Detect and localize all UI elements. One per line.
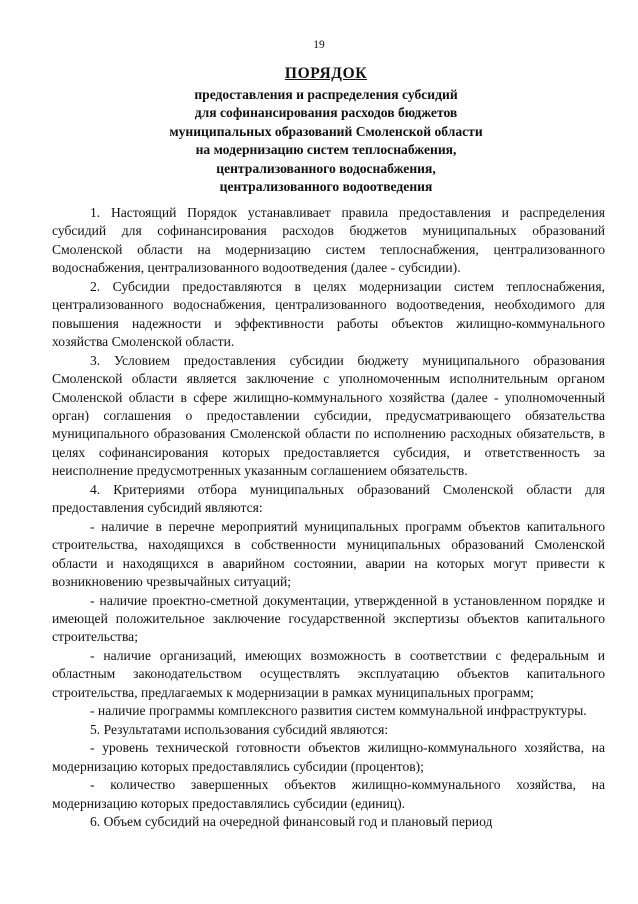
list-item: - наличие программы комплексного развития систем коммунальной инфраструктуры. [90, 703, 587, 719]
heading-line: предоставления и распределения субсидий [194, 87, 458, 102]
heading-line: муниципальных образований Смоленской области [169, 123, 483, 139]
heading-line: централизованного водоотведения [219, 179, 433, 195]
heading-line: на модернизацию систем теплоснабжения, [195, 142, 457, 158]
document-body [52, 204, 605, 831]
paragraph-6: 6. Объем субсидий на очередной финансовый год и плановый период [90, 813, 493, 829]
page-number: 19 [313, 39, 325, 51]
document-heading [40, 64, 612, 196]
paragraph-4: 4. Критериями отбора муниципальных образований Смоленской области для предоставления субсидий являются: [52, 481, 605, 516]
list-item: - количество завершенных объектов жилищно-коммунального хозяйства, на модернизацию которых предоставлялись субсидии (единиц). [52, 777, 605, 811]
paragraph-2: 2. Субсидии предоставляются в целях модернизации систем теплоснабжения, централизованного водоснабжения, централизованного водоотведения, необходимого для повышения надежности и эффективности работы объектов жилищно-коммунального хозяйства Смоленской области. [52, 278, 605, 350]
paragraph-1: 1. Настоящий Порядок устанавливает правила предоставления и распределения субсидий для софинансирования расходов бюджетов муниципальных образований Смоленской области на модернизацию систем теплоснабжения, централизованного водоснабжения, централизованного водоотведения (далее - субсидии). [52, 205, 605, 276]
paragraph-5: 5. Результатами использования субсидий являются: [90, 721, 389, 737]
list-item: - наличие проектно-сметной документации, утвержденной в установленном порядке и имеющей положительное заключение государственной экспертизы объектов капитального строительства; [52, 592, 605, 645]
paragraph-3: 3. Условием предоставления субсидии бюджету муниципального образования Смоленской области является заключение с уполномоченным исполнительным органом Смоленской области в сфере жилищно-коммунального хозяйства (далее - уполномоченный орган) соглашения о предоставлении субсидии, предусматривающего обязательства муниципального образования Смоленской области по исполнению расходных обязательств, в целях софинансирования которых предоставляется субсидия, и ответственность за неисполнение предусмотренных указанным соглашением обязательств. [52, 352, 605, 479]
heading-line: централизованного водоснабжения, [216, 160, 436, 176]
list-item: - уровень технической готовности объектов жилищно-коммунального хозяйства, на модернизацию которых предоставлялись субсидии (процентов); [52, 740, 605, 774]
list-item: - наличие в перечне мероприятий муниципальных программ объектов капитального строительства, находящихся в собственности муниципальных образований Смоленской области и находящихся в аварийном состоянии, аварии на которых могут привести к возникновению чрезвычайных ситуаций; [52, 518, 605, 590]
heading-line: для софинансирования расходов бюджетов [194, 105, 458, 121]
heading-title: ПОРЯДОК [284, 65, 368, 82]
list-item: - наличие организаций, имеющих возможность в соответствии с федеральным и областным законодательством осуществлять эксплуатацию объектов капитального строительства, предлагаемых к модернизации в рамках муниципальных программ; [52, 647, 605, 700]
